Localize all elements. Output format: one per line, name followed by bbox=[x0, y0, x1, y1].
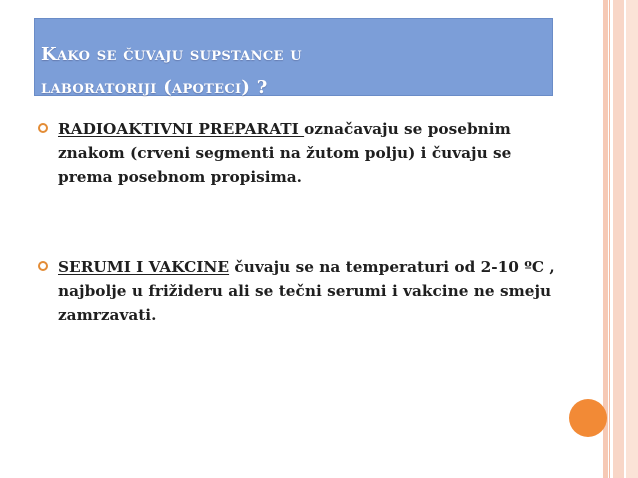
bullet-term: RADIOAKTIVNI PREPARATI bbox=[58, 120, 305, 138]
decorative-stripe bbox=[603, 0, 608, 478]
title-box bbox=[34, 18, 553, 96]
decorative-stripe bbox=[609, 0, 610, 478]
title-line-2: laboratoriji (apoteci) ? bbox=[41, 77, 268, 98]
decorative-stripe bbox=[613, 0, 624, 478]
slide-title bbox=[41, 38, 546, 104]
bullet-item-radioactive bbox=[30, 117, 560, 217]
title-line-1: Kako se čuvaju supstance u bbox=[41, 44, 302, 65]
bullet-body: označavaju se posebnim znakom (crveni segmenti na žutom polju) i čuvaju se prema posebnom propisima. bbox=[58, 120, 512, 186]
bullet-text bbox=[58, 117, 558, 189]
bullet-term: SERUMI I VAKCINE bbox=[58, 258, 230, 276]
bullet-item-serums bbox=[30, 255, 560, 355]
bullet-circle-icon bbox=[38, 123, 48, 133]
bullet-circle-icon bbox=[38, 261, 48, 271]
decorative-stripe bbox=[626, 0, 638, 478]
bullet-text bbox=[58, 255, 558, 327]
decorative-circle bbox=[569, 399, 607, 437]
bullet-body: čuvaju se na temperaturi od 2-10 ºC , najbolje u frižideru ali se tečni serumi i vakcine ne smeju zamrzavati. bbox=[58, 258, 555, 324]
